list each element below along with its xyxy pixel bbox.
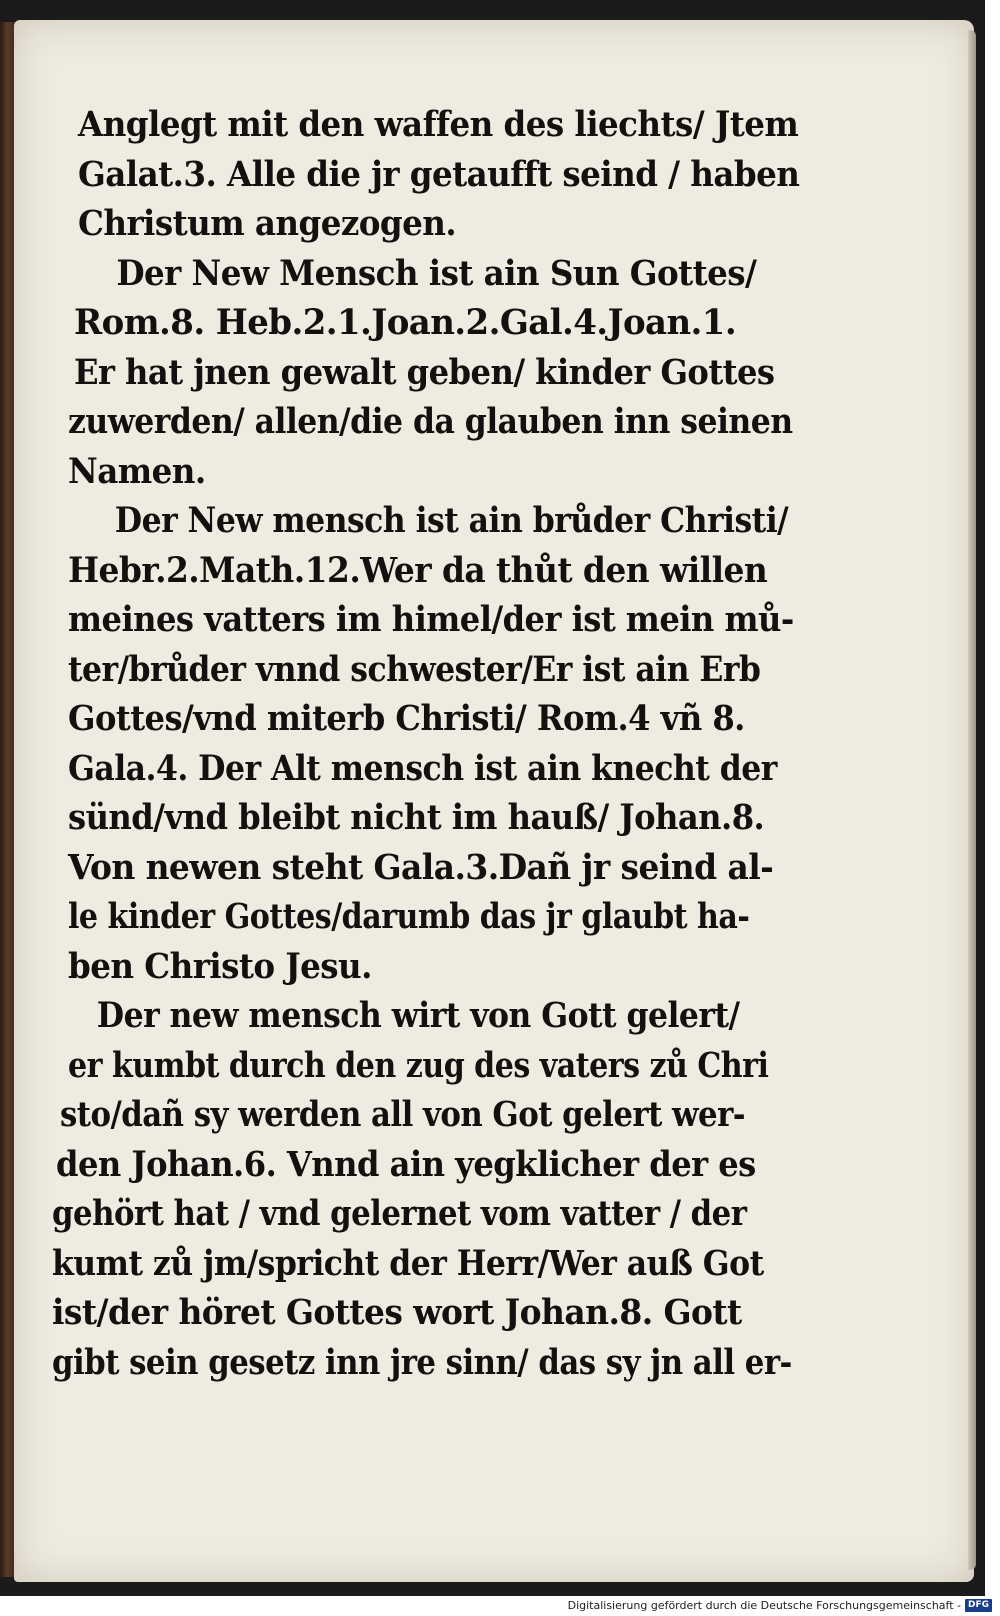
dfg-logo: DFG [965,1599,992,1612]
text-line: Gottes/vnd miterb Christi/ Rom.4 vñ 8. [68,698,745,739]
text-line: Der new mensch wirt von Gott gelert/ [96,995,740,1036]
text-line: er kumbt durch den zug des vaters zů Chri [68,1044,769,1086]
text-line: gibt sein gesetz inn jre sinn/ das sy jn all er- [52,1341,792,1383]
text-line: kumt zů jm/spricht der Herr/Wer auß Got [52,1242,764,1284]
text-line: Der New Mensch ist ain Sun Gottes/ [116,252,757,294]
text-line: Rom.8. Heb.2.1.Joan.2.Gal.4.Joan.1. [74,302,737,343]
text-line: Namen. [68,450,206,492]
text-line: meines vatters im himel/der ist mein mů- [68,599,794,640]
text-line: sto/dañ sy werden all von Got gelert wer- [60,1094,746,1135]
text-line: ist/der höret Gottes wort Johan.8. Gott [52,1292,742,1333]
credit-text: Digitalisierung gefördert durch die Deutsche Forschungsgemeinschaft - [567,1598,961,1612]
text-line: ter/brůder vnnd schwester/Er ist ain Erb [68,648,761,690]
text-line: Er hat jnen gewalt geben/ kinder Gottes [74,351,775,393]
page-text [52,100,828,1387]
text-line: den Johan.6. Vnnd ain yegklicher der es [56,1143,756,1185]
text-line: le kinder Gottes/darumb das jr glaubt ha- [68,896,750,937]
text-line: Von newen steht Gala.3.Dañ jr seind al- [68,846,774,888]
text-line: Galat.3. Alle die jr getaufft seind / haben [78,153,800,195]
text-line: Gala.4. Der Alt mensch ist ain knecht der [68,747,777,789]
text-line: Der New mensch ist ain brůder Christi/ [114,500,789,541]
text-line: zuwerden/ allen/die da glauben inn seinen [68,401,793,442]
digitization-credit [568,1597,992,1613]
text-line: sünd/vnd bleibt nicht im hauß/ Johan.8. [68,797,765,838]
text-line: Hebr.2.Math.12.Wer da thůt den willen [68,549,768,591]
text-line: Anglegt mit den waffen des liechts/ Jtem [78,104,799,145]
page-edge [968,30,976,1570]
text-line: Christum angezogen. [78,203,457,244]
text-line: ben Christo Jesu. [68,945,372,987]
text-line: gehört hat / vnd gelernet vom vatter / der [52,1193,747,1234]
